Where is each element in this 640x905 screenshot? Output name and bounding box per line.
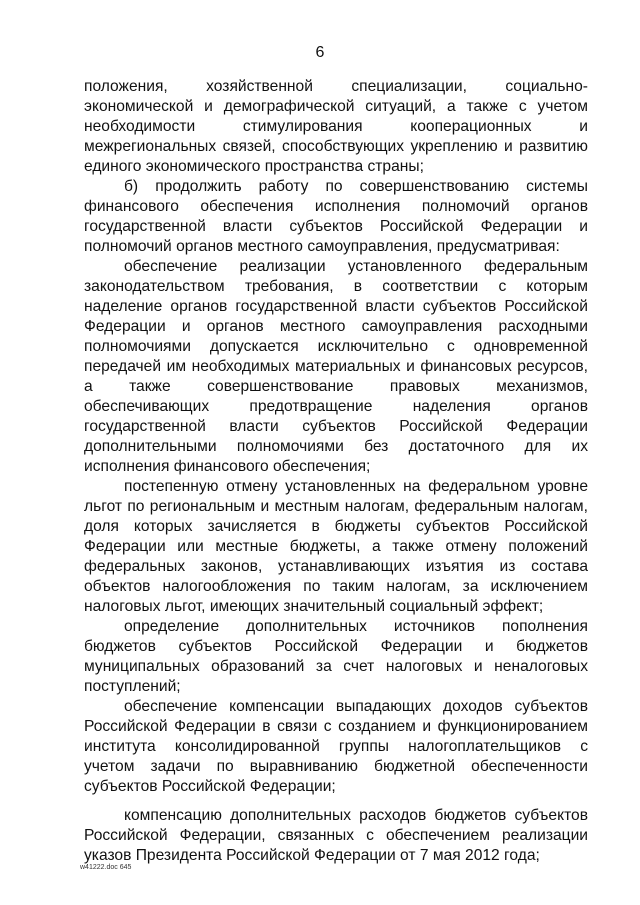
paragraph-line: финансового обеспечения исполнения полномочий органов xyxy=(84,198,588,215)
paragraph-line: экономической и демографической ситуаций, а также с учетом xyxy=(84,98,588,115)
paragraph-line: муниципальных образований за счет налоговых и неналоговых xyxy=(84,658,588,675)
footer-file-code: w41222.doc 645 xyxy=(80,864,132,871)
paragraph-line: передачей им необходимых материальных и финансовых ресурсов, xyxy=(84,358,588,375)
paragraph-line: определение дополнительных источников пополнения xyxy=(124,618,588,635)
paragraph-line: доля которых зачисляется в бюджеты субъектов Российской xyxy=(84,518,588,535)
paragraph-line: Федерации и органов местного самоуправления расходными xyxy=(84,318,588,335)
paragraph-line: единого экономического пространства страны; xyxy=(84,158,424,175)
paragraph-line: поступлений; xyxy=(84,678,181,695)
paragraph-line: а также совершенствование правовых механизмов, xyxy=(84,378,588,395)
paragraph-line: субъектов Российской Федерации; xyxy=(84,778,336,795)
paragraph-line: бюджетов субъектов Российской Федерации и бюджетов xyxy=(84,638,588,655)
paragraph xyxy=(84,77,588,177)
paragraph xyxy=(84,257,588,477)
paragraph-spacer xyxy=(84,797,588,806)
paragraph-line: б) продолжить работу по совершенствованию системы xyxy=(124,178,588,195)
paragraph-line: объектов налогообложения по таким налогам, за исключением xyxy=(84,578,588,595)
paragraph-line: необходимости стимулирования кооперационных и xyxy=(84,118,588,135)
document-body xyxy=(84,77,588,866)
paragraph-line: постепенную отмену установленных на федеральном уровне xyxy=(124,478,588,495)
paragraph-line: льгот по региональным и местным налогам, федеральным налогам, xyxy=(84,498,588,515)
paragraph xyxy=(84,697,588,797)
paragraph-line: межрегиональных связей, способствующих укреплению и развитию xyxy=(84,138,588,155)
paragraph-line: государственной власти субъектов Российской Федерации и xyxy=(84,218,588,235)
paragraph-line: наделение органов государственной власти субъектов Российской xyxy=(84,298,588,315)
paragraph-line: законодательством требования, в соответствии с которым xyxy=(84,278,588,295)
paragraph-line: обеспечение компенсации выпадающих доходов субъектов xyxy=(124,698,588,715)
paragraph-line: исполнения финансового обеспечения; xyxy=(84,458,371,475)
paragraph-line: Российской Федерации, связанных с обеспечением реализации xyxy=(84,827,588,844)
paragraph xyxy=(84,617,588,697)
paragraph-line: обеспечение реализации установленного федеральным xyxy=(124,258,588,275)
page-number: 6 xyxy=(315,44,325,61)
paragraph-line: дополнительными полномочиями без достаточного для их xyxy=(84,438,588,455)
paragraph-line: положения, хозяйственной специализации, социально- xyxy=(84,78,588,95)
paragraph-line: государственной власти субъектов Российской Федерации xyxy=(84,418,588,435)
paragraph-line: налоговых льгот, имеющих значительный социальный эффект; xyxy=(84,598,544,615)
paragraph-line: обеспечивающих предотвращение наделения органов xyxy=(84,398,588,415)
paragraph xyxy=(84,177,588,257)
paragraph-line: полномочиями допускается исключительно с одновременной xyxy=(84,338,588,355)
paragraph-line: федеральных законов, устанавливающих изъятия из состава xyxy=(84,558,588,575)
paragraph-line: указов Президента Российской Федерации от 7 мая 2012 года; xyxy=(84,847,540,864)
paragraph-line: института консолидированной группы налогоплательщиков с xyxy=(84,738,588,755)
paragraph-line: Российской Федерации в связи с созданием и функционированием xyxy=(84,718,588,735)
paragraph-line: полномочий органов местного самоуправления, предусматривая: xyxy=(84,238,560,255)
paragraph-line: Федерации или местные бюджеты, а также отмену положений xyxy=(84,538,588,555)
paragraph xyxy=(84,806,588,866)
paragraph xyxy=(84,477,588,617)
paragraph-line: учетом задачи по выравниванию бюджетной обеспеченности xyxy=(84,758,588,775)
paragraph-line: компенсацию дополнительных расходов бюджетов субъектов xyxy=(124,807,588,824)
